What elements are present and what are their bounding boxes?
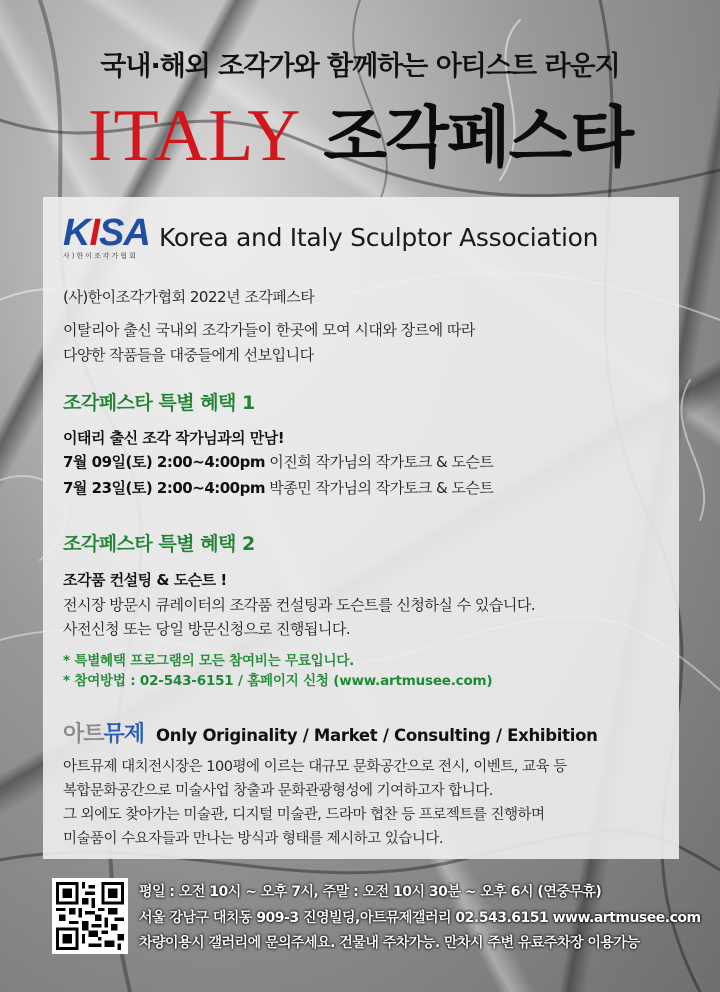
artmusee-logo-b: 뮤제: [103, 722, 145, 747]
benefit-1-event-1: [63, 451, 493, 472]
footer-hours: 평일 : 오전 10시 ~ 오후 7시, 주말 : 오전 10시 30분 ~ 오후 6시 (연중무휴): [139, 884, 602, 900]
artmusee-line-3: 그 외에도 찾아가는 미술관, 디지털 미술관, 드라마 협찬 등 프로젝트를 진행하며: [63, 807, 545, 823]
intro-line-1: (사)한이조각가협회 2022년 조각페스타: [63, 288, 315, 306]
artmusee-logo: [63, 717, 144, 748]
artmusee-line-4: 미술품이 수요자들과 만나는 방식과 형태를 제시하고 있습니다.: [63, 831, 443, 847]
benefit-2-line-1: 전시장 방문시 큐레이터의 조각품 컨설팅과 도슨트를 신청하실 수 있습니다.: [63, 596, 536, 614]
benefit-2-line-2: 사전신청 또는 당일 방문신청으로 진행됩니다.: [63, 620, 351, 638]
footer-address: 서울 강남구 대치동 909-3 진영빌딩,아트뮤제갤러리 02.543.6151 www.artmusee.com: [139, 910, 701, 926]
association-name: Korea and Italy Sculptor Association: [159, 223, 599, 252]
benefit-1-title: 이태리 출신 조각 작가님과의 만남!: [63, 429, 285, 447]
artmusee-logo-a: 아트: [63, 722, 104, 747]
artmusee-header: [63, 717, 598, 748]
footer-parking: 차량이용시 갤러리에 문의주세요. 건물내 주차가능. 만차시 주변 유료주차장 이용가능: [139, 935, 640, 951]
artmusee-line-2: 복합문화공간으로 미술사업 창출과 문화관광형성에 기여하고자 합니다.: [63, 783, 493, 799]
benefit-2-title: 조각품 컨설팅 & 도슨트 !: [63, 571, 227, 589]
kisa-logo-i: I: [89, 212, 100, 254]
event-2-desc: 박종민 작가님의 작가토크 & 도슨트: [269, 479, 494, 497]
kisa-logo-k: K: [63, 212, 90, 254]
footer: [0, 872, 720, 992]
note-free: * 특별혜택 프로그램의 모든 참여비는 무료입니다.: [63, 653, 355, 669]
event-1-date: 7월 09일(토) 2:00~4:00pm: [63, 453, 265, 471]
qr-code-icon[interactable]: [52, 878, 128, 954]
kisa-logo-sa: SA: [99, 212, 150, 254]
poster-subtitle: 국내·해외 조각가와 함께하는 아티스트 라운지: [100, 51, 620, 82]
kisa-logo-subtitle: 사)한이조각가협회: [63, 252, 138, 260]
benefit-1-event-2: [63, 477, 493, 498]
benefit-1-heading: 조각페스타 특별 혜택 1: [63, 392, 255, 414]
title-sculpture-festa: 조각페스타: [323, 99, 633, 176]
info-panel: [43, 197, 679, 859]
benefit-2-heading: 조각페스타 특별 혜택 2: [63, 533, 255, 555]
event-1-desc: 이진희 작가님의 작가토크 & 도슨트: [269, 453, 494, 471]
intro-line-3: 다양한 작품들을 대중들에게 선보입니다: [63, 346, 314, 364]
poster-title: [0, 84, 720, 179]
association-header: [63, 213, 598, 261]
title-italy: ITALY: [87, 95, 302, 177]
artmusee-tagline: Only Originality / Market / Consulting / Exhibition: [156, 726, 598, 745]
intro-line-2: 이탈리아 출신 국내외 조각가들이 한곳에 모여 시대와 장르에 따라: [63, 321, 475, 339]
note-how-to-join: * 참여방법 : 02-543-6151 / 홈페이지 신청 (www.artmusee.com): [63, 673, 493, 689]
event-2-date: 7월 23일(토) 2:00~4:00pm: [63, 479, 265, 497]
kisa-logo: [63, 213, 151, 261]
artmusee-line-1: 아트뮤제 대치전시장은 100평에 이르는 대규모 문화공간으로 전시, 이벤트, 교육 등: [63, 759, 567, 775]
